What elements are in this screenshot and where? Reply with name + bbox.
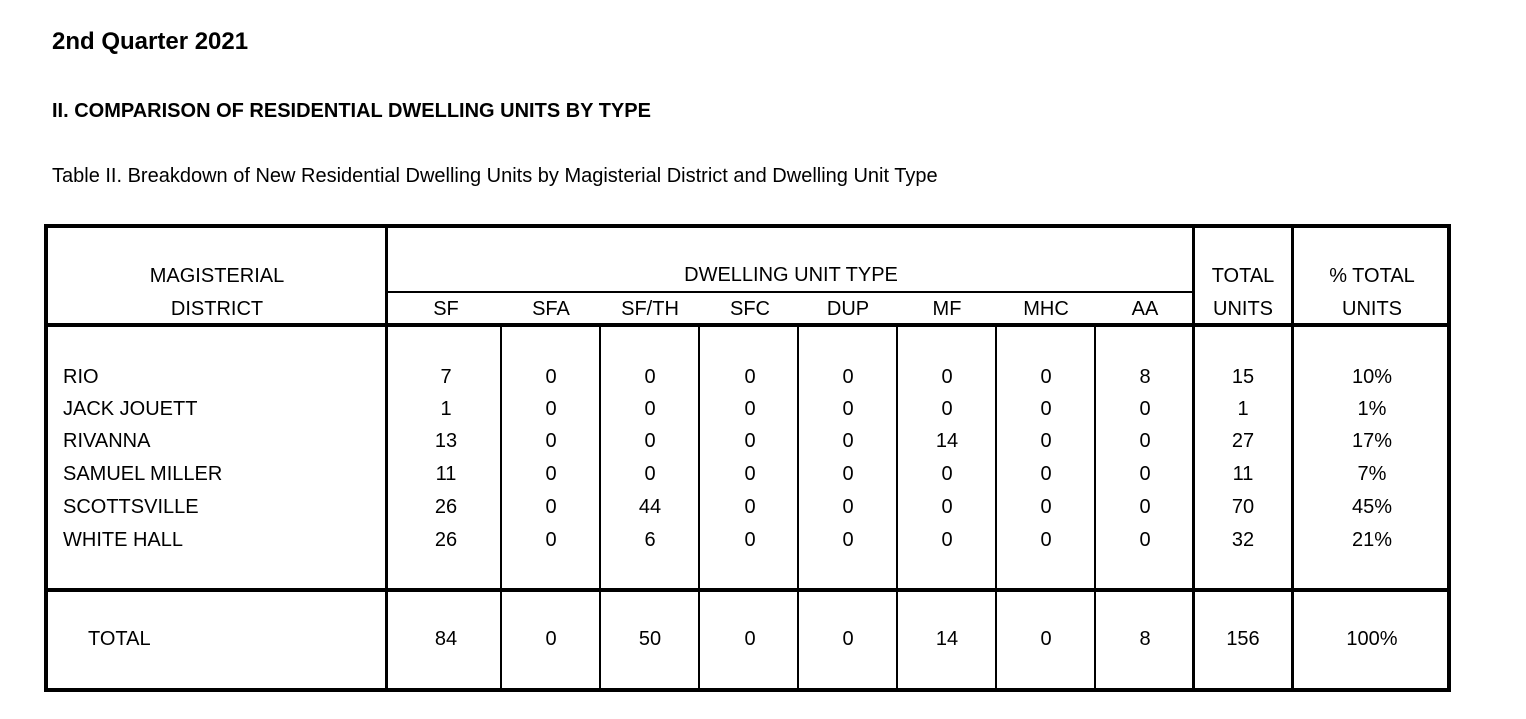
unit-count: 0	[941, 366, 953, 388]
unit-count: 0	[545, 398, 557, 420]
unit-type-header-sfc: SFC	[730, 298, 770, 320]
unit-type-header-dup: DUP	[826, 298, 870, 320]
unit-type-header-sf: SF	[433, 298, 459, 320]
table-border-bottom	[44, 688, 1451, 692]
unit-type-header-mhc: MHC	[1023, 298, 1069, 320]
unit-col-divider-6	[995, 325, 997, 692]
total-unit-count: 14	[935, 628, 959, 650]
unit-count: 6	[644, 529, 656, 551]
unit-count: 0	[1139, 430, 1151, 452]
unit-count: 0	[545, 366, 557, 388]
total-unit-count: 0	[1040, 628, 1052, 650]
unit-count: 0	[941, 398, 953, 420]
unit-count: 0	[941, 463, 953, 485]
unit-count: 0	[842, 463, 854, 485]
unit-type-group-header: DWELLING UNIT TYPE	[684, 264, 898, 286]
total-unit-count: 0	[545, 628, 557, 650]
district-name: JACK JOUETT	[63, 398, 198, 420]
row-total: 15	[1231, 366, 1255, 388]
unit-type-underline	[388, 291, 1194, 293]
unit-count: 0	[644, 430, 656, 452]
unit-count: 0	[545, 529, 557, 551]
row-total: 70	[1231, 496, 1255, 518]
unit-count: 0	[1040, 398, 1052, 420]
row-pct: 21%	[1351, 529, 1393, 551]
grand-total: 156	[1226, 628, 1260, 650]
table-caption: Table II. Breakdown of New Residential Dwelling Units by Magisterial District and Dwelling Unit Type	[52, 165, 938, 187]
unit-count: 0	[1040, 496, 1052, 518]
district-col-divider	[385, 224, 388, 692]
row-pct: 7%	[1357, 463, 1387, 485]
unit-count: 0	[744, 398, 756, 420]
pct-total-header-line1: % TOTAL	[1329, 265, 1415, 287]
unit-count: 0	[644, 398, 656, 420]
unit-count: 0	[744, 529, 756, 551]
unit-count: 0	[744, 463, 756, 485]
unit-count: 0	[941, 496, 953, 518]
unit-count: 0	[545, 496, 557, 518]
unit-count: 26	[434, 529, 458, 551]
unit-col-divider-5	[896, 325, 898, 692]
row-pct: 10%	[1351, 366, 1393, 388]
total-unit-count: 0	[842, 628, 854, 650]
unit-type-header-sf-th: SF/TH	[621, 298, 679, 320]
header-body-divider	[44, 323, 1451, 327]
unit-col-divider-7	[1094, 325, 1096, 692]
district-name: RIVANNA	[63, 430, 151, 452]
district-header-line1: MAGISTERIAL	[149, 265, 285, 287]
total-row-label: TOTAL	[88, 628, 151, 650]
unit-count: 0	[744, 366, 756, 388]
row-total: 27	[1231, 430, 1255, 452]
unit-type-header-sfa: SFA	[532, 298, 570, 320]
unit-count: 0	[1139, 398, 1151, 420]
unit-count: 0	[842, 529, 854, 551]
unit-count: 0	[842, 366, 854, 388]
row-total: 1	[1237, 398, 1249, 420]
pct-total-header-line2: UNITS	[1342, 298, 1402, 320]
unit-count: 0	[842, 430, 854, 452]
unit-col-divider-4	[797, 325, 799, 692]
total-units-header-line1: TOTAL	[1211, 265, 1275, 287]
district-name: SCOTTSVILLE	[63, 496, 199, 518]
table-border-left	[44, 224, 48, 692]
total-units-header-line2: UNITS	[1213, 298, 1273, 320]
unit-count: 7	[440, 366, 452, 388]
unit-count: 0	[644, 366, 656, 388]
unit-count: 0	[842, 398, 854, 420]
unit-count: 0	[1040, 529, 1052, 551]
report-quarter: 2nd Quarter 2021	[52, 28, 249, 55]
total-unit-count: 84	[434, 628, 458, 650]
district-name: SAMUEL MILLER	[63, 463, 223, 485]
unit-count: 0	[1040, 366, 1052, 388]
unit-count: 0	[941, 529, 953, 551]
unit-col-divider-3	[698, 325, 700, 692]
district-name: RIO	[63, 366, 99, 388]
section-title: II. COMPARISON OF RESIDENTIAL DWELLING UNITS BY TYPE	[52, 100, 651, 122]
unit-col-divider-2	[599, 325, 601, 692]
unit-count: 0	[545, 463, 557, 485]
unit-count: 8	[1139, 366, 1151, 388]
unit-count: 0	[744, 430, 756, 452]
row-pct: 1%	[1357, 398, 1387, 420]
unit-col-divider-1	[500, 325, 502, 692]
unit-count: 0	[1139, 529, 1151, 551]
row-total: 11	[1232, 463, 1254, 485]
unit-count: 11	[435, 463, 457, 485]
total-unit-count: 8	[1139, 628, 1151, 650]
district-header-line2: DISTRICT	[170, 298, 264, 320]
table-border-top	[44, 224, 1451, 228]
unit-count: 0	[1040, 463, 1052, 485]
unit-count: 0	[644, 463, 656, 485]
unit-type-header-aa: AA	[1131, 298, 1159, 320]
district-name: WHITE HALL	[63, 529, 184, 551]
table-border-right	[1447, 224, 1451, 692]
row-pct: 17%	[1351, 430, 1393, 452]
unit-type-header-mf: MF	[932, 298, 962, 320]
total-col-divider	[1291, 224, 1294, 692]
unit-type-right-divider	[1192, 224, 1195, 692]
unit-count: 0	[744, 496, 756, 518]
row-pct: 45%	[1351, 496, 1393, 518]
unit-count: 13	[434, 430, 458, 452]
unit-count: 0	[1139, 463, 1151, 485]
body-total-divider	[44, 588, 1451, 592]
unit-count: 26	[434, 496, 458, 518]
unit-count: 0	[545, 430, 557, 452]
grand-total-pct: 100%	[1346, 628, 1398, 650]
row-total: 32	[1231, 529, 1255, 551]
unit-count: 0	[1139, 496, 1151, 518]
unit-count: 14	[935, 430, 959, 452]
unit-count: 1	[440, 398, 452, 420]
total-unit-count: 50	[638, 628, 662, 650]
unit-count: 44	[638, 496, 662, 518]
total-unit-count: 0	[744, 628, 756, 650]
unit-count: 0	[842, 496, 854, 518]
unit-count: 0	[1040, 430, 1052, 452]
